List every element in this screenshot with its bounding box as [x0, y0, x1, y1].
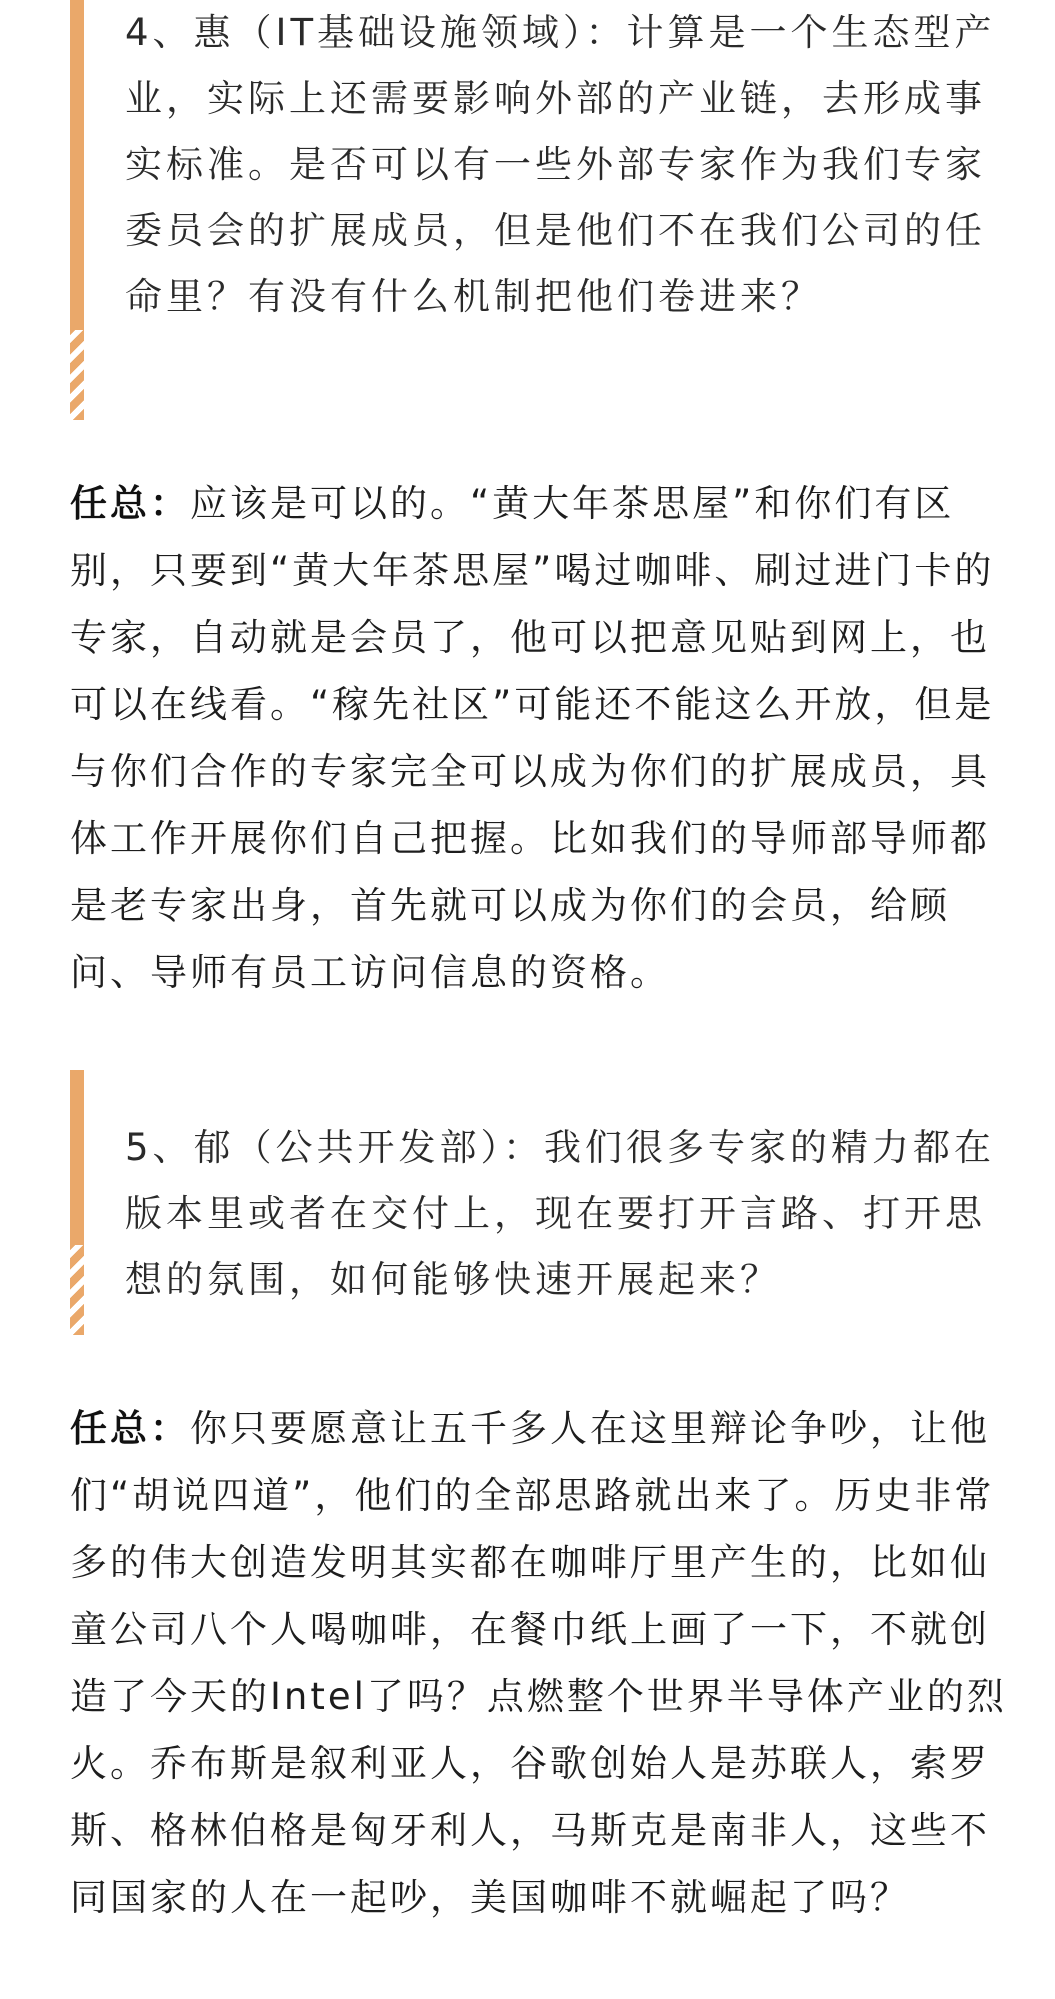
- answer-speaker-label: 任总：: [70, 1407, 190, 1450]
- quote-accent-bar: [70, 0, 84, 420]
- quote-accent-stripes: [70, 1245, 84, 1335]
- quote-accent-stripes: [70, 330, 84, 420]
- question-block-5: [70, 1070, 1000, 1335]
- answer-text-5: 你只要愿意让五千多人在这里辩论争吵，让他们“胡说四道”，他们的全部思路就出来了。历史非常多的伟大创造发明其实都在咖啡厅里产生的，比如仙童公司八个人喝咖啡，在餐巾纸上画了一下，不就创造了今天的Intel了吗？点燃整个世界半导体产业的烈火。乔布斯是叙利亚人，谷歌创始人是苏联人，索罗斯、格林伯格是匈牙利人，马斯克是南非人，这些不同国家的人在一起吵，美国咖啡不就崛起了吗？: [70, 1407, 1007, 1919]
- quote-accent-bar: [70, 1070, 84, 1335]
- question-text-4: 4、惠（IT基础设施领域）：计算是一个生态型产业，实际上还需要影响外部的产业链，去形成事实标准。是否可以有一些外部专家作为我们专家委员会的扩展成员，但是他们不在我们公司的任命里？有没有什么机制把他们卷进来？: [125, 11, 996, 318]
- question-text-5: 5、郁（公共开发部）：我们很多专家的精力都在版本里或者在交付上，现在要打开言路、打开思想的氛围，如何能够快速开展起来？: [125, 1126, 996, 1301]
- answer-speaker-label: 任总：: [70, 482, 190, 525]
- question-block-4: [70, 0, 1000, 420]
- answer-paragraph-5: [70, 1395, 1010, 1931]
- answer-paragraph-4: [70, 470, 1010, 1006]
- answer-text-4: 应该是可以的。“黄大年茶思屋”和你们有区别，只要到“黄大年茶思屋”喝过咖啡、刷过进门卡的专家，自动就是会员了，他可以把意见贴到网上，也可以在线看。“稼先社区”可能还不能这么开放，但是与你们合作的专家完全可以成为你们的扩展成员，具体工作开展你们自己把握。比如我们的导师部导师都是老专家出身，首先就可以成为你们的会员，给顾问、导师有员工访问信息的资格。: [70, 482, 995, 994]
